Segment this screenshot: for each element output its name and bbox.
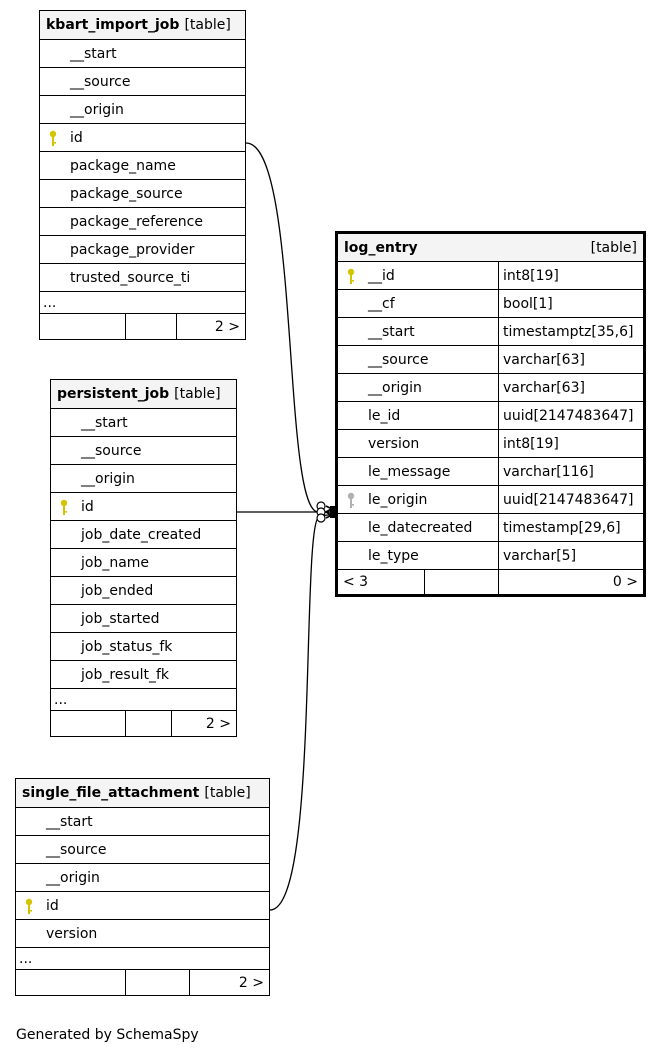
table-tag: [table] <box>184 17 231 33</box>
column-row[interactable]: job_ended <box>51 577 237 605</box>
column-row[interactable]: __start <box>51 409 237 437</box>
column-name-cell[interactable]: __source <box>337 346 499 374</box>
nav-cell <box>425 570 499 596</box>
column-name-cell[interactable] <box>337 486 499 514</box>
column-name-cell[interactable]: __start <box>337 318 499 346</box>
table-tag: [table] <box>174 386 221 402</box>
column-type: uuid[2147483647] <box>499 486 645 514</box>
children-count-link[interactable]: 0 > <box>499 570 645 596</box>
column-name: id <box>70 129 83 146</box>
column-name: le_origin <box>368 491 428 508</box>
column-row[interactable]: version <box>16 920 270 948</box>
column-row[interactable]: job_started <box>51 605 237 633</box>
column-row[interactable]: __source <box>51 437 237 465</box>
column-row[interactable]: package_name <box>40 152 246 180</box>
column-row-id[interactable] <box>16 892 270 920</box>
column-row[interactable]: __source <box>40 68 246 96</box>
table-name: single_file_attachment <box>22 785 200 801</box>
children-count-link[interactable]: 2 > <box>177 314 246 340</box>
column-name-cell[interactable]: version <box>337 430 499 458</box>
column-type: timestamptz[35,6] <box>499 318 645 346</box>
column-name-cell[interactable]: le_id <box>337 402 499 430</box>
children-count-link[interactable]: 2 > <box>190 970 270 996</box>
column-type: timestamp[29,6] <box>499 514 645 542</box>
key-icon <box>24 898 34 915</box>
column-row[interactable]: job_date_created <box>51 521 237 549</box>
column-name-cell[interactable] <box>337 262 499 290</box>
column-type: bool[1] <box>499 290 645 318</box>
more-columns-ellipsis: ... <box>16 948 270 970</box>
table-header <box>40 11 246 40</box>
column-row[interactable]: __start <box>16 808 270 836</box>
column-name-cell[interactable]: __cf <box>337 290 499 318</box>
table-log-entry[interactable] <box>335 231 646 597</box>
column-row[interactable]: package_provider <box>40 236 246 264</box>
table-name: kbart_import_job <box>46 17 180 33</box>
column-type: varchar[63] <box>499 374 645 402</box>
key-icon <box>346 268 356 285</box>
table-tag: [table] <box>590 239 637 256</box>
column-row-id[interactable] <box>51 493 237 521</box>
column-type: int8[19] <box>499 430 645 458</box>
column-row[interactable]: __origin <box>51 465 237 493</box>
nav-cell <box>126 314 177 340</box>
column-name-cell[interactable]: le_message <box>337 458 499 486</box>
column-type: varchar[5] <box>499 542 645 570</box>
column-row[interactable]: trusted_source_ti <box>40 264 246 292</box>
column-type: varchar[63] <box>499 346 645 374</box>
table-single-file-attachment[interactable] <box>15 778 270 996</box>
column-row[interactable]: package_source <box>40 180 246 208</box>
column-row[interactable]: job_status_fk <box>51 633 237 661</box>
key-icon <box>59 499 69 516</box>
crowfoot-circle-icon <box>317 514 325 522</box>
nav-cell <box>16 970 126 996</box>
column-row[interactable]: __start <box>40 40 246 68</box>
table-kbart-import-job[interactable] <box>39 10 246 340</box>
column-name-cell[interactable]: __origin <box>337 374 499 402</box>
column-row[interactable]: job_name <box>51 549 237 577</box>
edge-kbart-to-log <box>246 143 336 512</box>
table-persistent-job[interactable] <box>50 379 237 737</box>
column-name: __id <box>368 267 395 284</box>
table-tag: [table] <box>204 785 251 801</box>
nav-cell <box>40 314 126 340</box>
column-row[interactable]: package_reference <box>40 208 246 236</box>
column-type: int8[19] <box>499 262 645 290</box>
column-row[interactable]: __origin <box>40 96 246 124</box>
table-name: persistent_job <box>57 386 170 402</box>
column-name-cell[interactable]: le_type <box>337 542 499 570</box>
table-header <box>337 233 645 262</box>
nav-cell <box>126 711 172 737</box>
nav-cell <box>126 970 190 996</box>
children-count-link[interactable]: 2 > <box>172 711 237 737</box>
column-row[interactable]: __source <box>16 836 270 864</box>
more-columns-ellipsis: ... <box>40 292 246 314</box>
foreign-key-icon <box>346 492 356 509</box>
column-type: uuid[2147483647] <box>499 402 645 430</box>
table-header <box>51 380 237 409</box>
table-header <box>16 779 270 808</box>
table-name: log_entry <box>344 239 418 256</box>
parents-count-link[interactable]: < 3 <box>337 570 425 596</box>
column-row[interactable]: job_result_fk <box>51 661 237 689</box>
column-name: id <box>46 897 59 914</box>
column-type: varchar[116] <box>499 458 645 486</box>
column-row-id[interactable] <box>40 124 246 152</box>
edge-single-to-log <box>270 514 336 910</box>
key-icon <box>48 130 58 147</box>
nav-cell <box>51 711 126 737</box>
column-name-cell[interactable]: le_datecreated <box>337 514 499 542</box>
column-name: id <box>81 498 94 515</box>
more-columns-ellipsis: ... <box>51 689 237 711</box>
column-row[interactable]: __origin <box>16 864 270 892</box>
footer-credit: Generated by SchemaSpy <box>16 1027 199 1043</box>
